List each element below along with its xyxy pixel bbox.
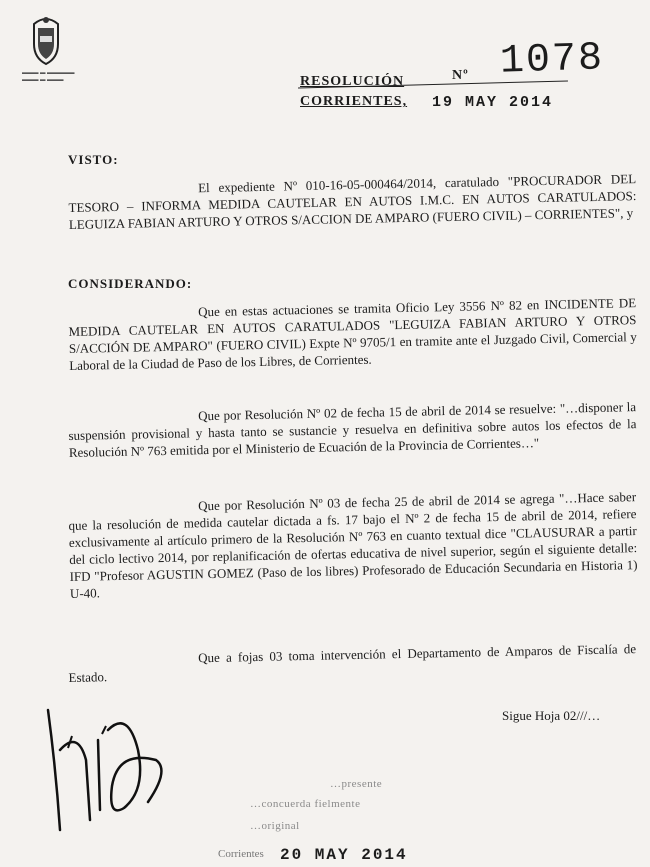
considerando-paragraph-3 (68, 488, 638, 602)
visto-text: El expediente Nº 010-16-05-000464/2014, caratulado "PROCURADOR DEL TESORO – INFORMA MEDIDA CAUTELAR EN AUTOS I.M.C. EN AUTOS CARATULADOS: LEGUIZA FABIAN ARTURO Y OTROS S/ACCION DE AMPARO (FUERO CIVIL) – CORRIENTES", y (68, 171, 637, 232)
certification-line-3: …original (250, 820, 300, 832)
considerando-paragraph-4 (68, 640, 637, 686)
certification-line-2: …concuerda fielmente (250, 798, 361, 810)
considerando-text-4: Que a fojas 03 toma intervención el Departamento de Amparos de Fiscalía de Estado. (68, 641, 637, 685)
considerando-paragraph-2 (68, 398, 637, 461)
city-label: CORRIENTES, (300, 94, 408, 109)
date-stamp: 19 MAY 2014 (432, 94, 554, 111)
certification-date-stamp: 20 MAY 2014 (280, 846, 408, 864)
visto-heading: VISTO: (68, 152, 119, 167)
considerando-text-1: Que en estas actuaciones se tramita Oficio Ley 3556 Nº 82 en INCIDENTE DE MEDIDA CAUTELAR EN AUTOS CARATULADOS "LEGUIZA FABIAN ARTURO Y OTROS S/ACCIÓN DE AMPARO" (FUERO CIVIL) Expte Nº 9705/1 en tramite ante el Juzgado Civil, Comercial y Laboral de la Ciudad de Paso de los Libres, de Corrientes. (68, 295, 637, 373)
certification-line-1: …presente (330, 778, 383, 790)
visto-paragraph (68, 170, 637, 233)
certification-city: Corrientes (218, 848, 264, 860)
considerando-text-3: Que por Resolución Nº 03 de fecha 25 de abril de 2014 se agrega "…Hace saber que la resolución de medida cautelar dictada a fs. 17 bajo el Nº 2 de fecha 15 de abril de 2014, refiere exclusivamente al artículo primero de la Resolución Nº 763 en cuanto textual dice "CLAUSURAR a partir del ciclo lectivo 2014, por replanificación de ofertas educativa de nivel superior, según el siguiente detalle: IFD "Profesor AGUSTIN GOMEZ (Paso de los libres) Profesorado de Educación Secundaria en Historia 1) U-40. (68, 489, 638, 601)
resolucion-label: RESOLUCIÓN (300, 74, 405, 89)
numero-label: Nº (452, 68, 469, 83)
provincial-crest-icon (26, 14, 66, 66)
considerando-text-2: Que por Resolución Nº 02 de fecha 15 de abril de 2014 se resuelve: "…disponer la suspensión provisional y hasta tanto se sustancie y resuelva en definitiva sobre autos los efectos de la Resolución Nº 763 emitida por el Ministerio de Ecuación de la Provincia de Corrientes…" (68, 399, 637, 460)
considerando-heading: CONSIDERANDO: (68, 276, 193, 291)
handwritten-signature (38, 690, 178, 840)
crest-caption: ▬▬▬ ▬ ▬▬▬▬▬ ▬▬▬ ▬ ▬▬▬ (22, 70, 75, 83)
considerando-paragraph-1 (68, 294, 637, 374)
continues-next-page: Sigue Hoja 02///… (502, 708, 601, 723)
resolution-number: 1078 (499, 36, 605, 85)
